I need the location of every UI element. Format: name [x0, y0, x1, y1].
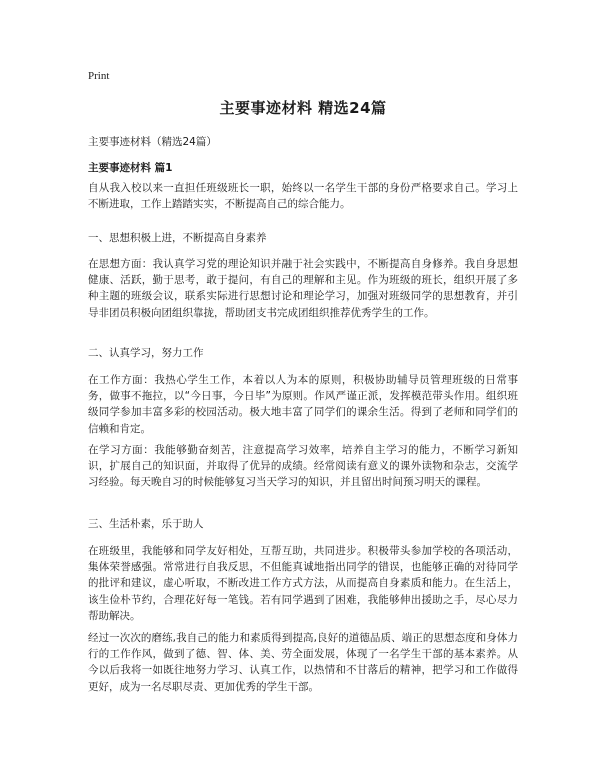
- subheading-thought: 一、思想积极上进，不断提高自身素养: [88, 232, 267, 244]
- document-subtitle: 主要事迹材料（精选24篇）: [88, 136, 217, 148]
- print-link[interactable]: Print: [88, 70, 110, 82]
- class-life-paragraph: 在班级里，我能够和同学友好相处，互帮互助，共同进步。积极带头参加学校的各项活动，集体荣誉感强。常常进行自我反思，不但能真诚地指出同学的错误，也能够正确的对待同学的批评和建议，虚心听取，不断改进工作方式方法，从而提高自身素质和能力。在生活上，该生俭朴节约，合理花好每一笔钱。若有同学遇到了困难，我能够伸出援助之手，尽心尽力帮助解决。: [88, 545, 518, 622]
- intro-paragraph: 自从我入校以来一直担任班级班长一职，始终以一名学生干部的身份严格要求自己。学习上不断进取，工作上踏踏实实，不断提高自己的综合能力。: [88, 182, 518, 211]
- subheading-life: 三、生活朴素，乐于助人: [88, 518, 204, 530]
- page-title: 主要事迹材料 精选24篇: [219, 99, 387, 117]
- subheading-study-work: 二、认真学习，努力工作: [88, 347, 204, 359]
- thought-paragraph: 在思想方面：我认真学习党的理论知识并融于社会实践中，不断提高自身修养。我自身思想健康、活跃，勤于思考，敢于提问，有自己的理解和主见。作为班级的班长，组织开展了多种主题的班级会议，联系实际进行思想讨论和理论学习，加强对班级同学的思想教育，并引导非团员积极向团组织靠拢，帮助团支书完成团组织推荐优秀学生的工作。: [88, 258, 518, 319]
- conclusion-paragraph: 经过一次次的磨练,我自己的能力和素质得到提高,良好的道德品质、端正的思想态度和身体力行的工作作风，做到了德、智、体、美、劳全面发展，体现了一名学生干部的基本素养。从今以后我将一如既往地努力学习、认真工作，以热情和不甘落后的精神，把学习和工作做得更好，成为一名尽职尽责、更加优秀的学生干部。: [88, 632, 518, 693]
- study-paragraph: 在学习方面：我能够勤奋刻苦，注意提高学习效率，培养自主学习的能力，不断学习新知识，扩展自己的知识面，并取得了优异的成绩。经常阅读有意义的课外读物和杂志，交流学习经验。每天晚自习的时候能够复习当天学习的知识，并且留出时间预习明天的课程。: [88, 444, 518, 489]
- work-paragraph: 在工作方面：我热心学生工作，本着以人为本的原则，积极协助辅导员管理班级的日常事务，做事不拖拉，以“今日事，今日毕”为原则。作风严谨正派，发挥模范带头作用。组织班级同学参加丰富多彩的校园活动。极大地丰富了同学们的课余生活。得到了老师和同学们的信赖和肯定。: [88, 374, 518, 435]
- section-heading: 主要事迹材料 篇1: [88, 162, 173, 174]
